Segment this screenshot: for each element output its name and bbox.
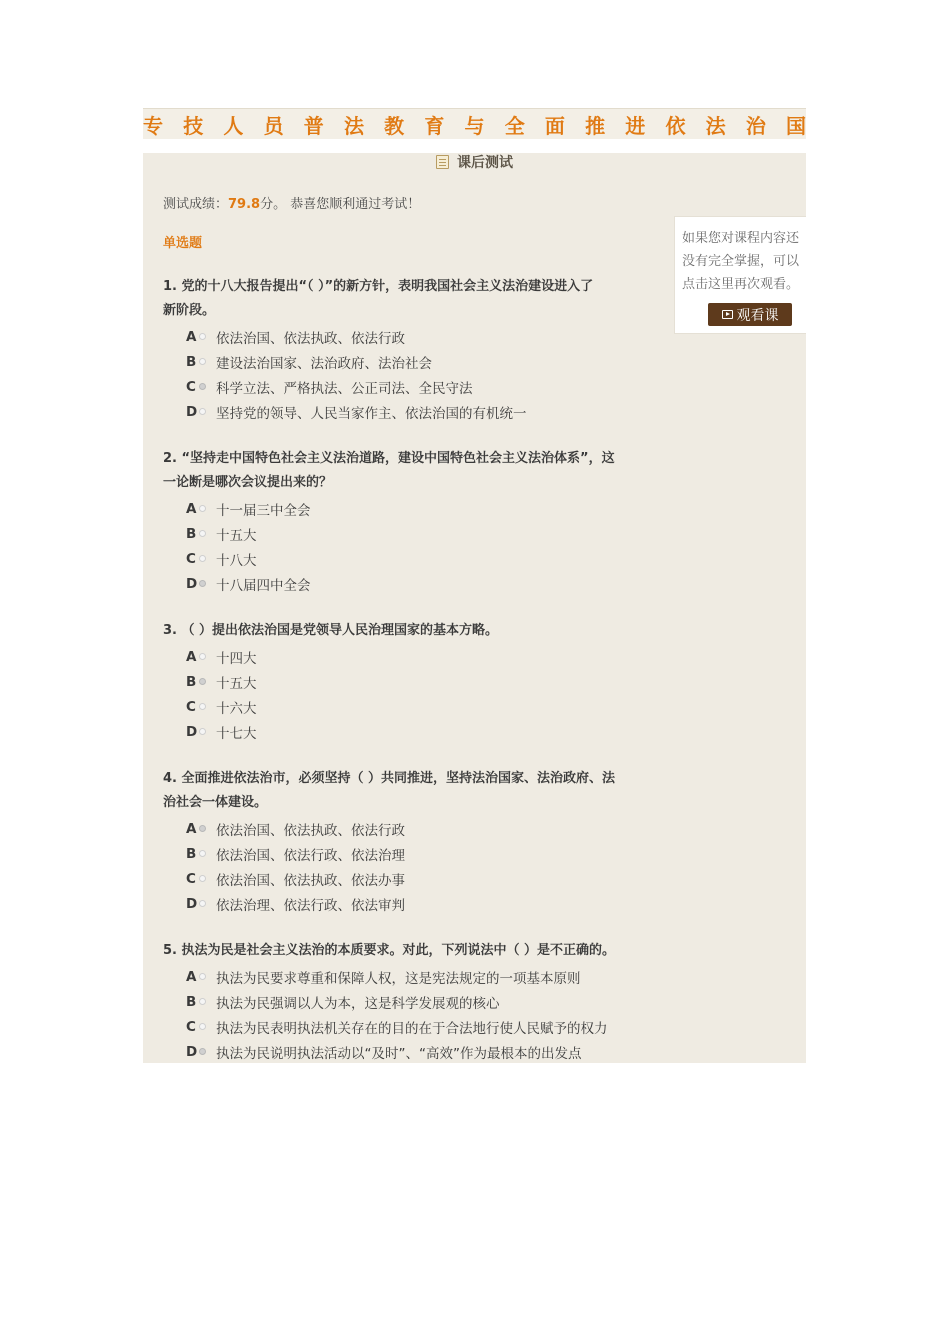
option-letter: B	[186, 993, 197, 1010]
play-icon	[722, 310, 733, 319]
answer-option[interactable]	[186, 644, 257, 669]
rewatch-box	[674, 216, 806, 334]
option-text: 十八届四中全会	[216, 577, 311, 594]
option-text: 执法为民表明执法机关存在的目的在于合法地行使人民赋予的权力	[216, 1020, 608, 1037]
option-letter: C	[186, 1018, 196, 1035]
radio-button[interactable]	[199, 875, 206, 882]
answer-option[interactable]	[186, 571, 311, 596]
course-title-char: 与	[464, 113, 485, 138]
course-title-char: 法	[705, 113, 726, 138]
question-line: 5. 执法为民是社会主义法治的本质要求。对此，下列说法中（ ）是不正确的。	[163, 943, 616, 958]
option-letter: A	[186, 820, 197, 837]
rewatch-text	[682, 227, 806, 296]
option-letter: C	[186, 698, 196, 715]
score-value: 79.8	[228, 197, 261, 212]
option-letter: A	[186, 968, 197, 985]
question-line: 治社会一体建设。	[163, 795, 268, 810]
option-text: 科学立法、严格执法、公正司法、全民守法	[216, 380, 473, 397]
option-text: 建设法治国家、法治政府、法治社会	[216, 355, 432, 372]
radio-button[interactable]	[199, 825, 206, 832]
answer-option[interactable]	[186, 866, 405, 891]
option-text: 依法治国、依法执政、依法办事	[216, 872, 405, 889]
radio-button[interactable]	[199, 358, 206, 365]
radio-button[interactable]	[199, 1023, 206, 1030]
rewatch-text-line: 如果您对课程内容还	[682, 231, 800, 246]
option-letter: D	[186, 575, 198, 592]
course-title-char: 法	[343, 113, 364, 138]
question-text	[163, 447, 668, 495]
option-text: 依法治国、依法执政、依法行政	[216, 822, 405, 839]
course-title-char: 依	[665, 113, 686, 138]
radio-button[interactable]	[199, 333, 206, 340]
score-suffix: 分。 恭喜您顺利通过考试！	[260, 197, 421, 212]
radio-button[interactable]	[199, 728, 206, 735]
panel-header-title: 课后测试	[457, 155, 513, 171]
radio-button[interactable]	[199, 850, 206, 857]
radio-button[interactable]	[199, 678, 206, 685]
option-letter: C	[186, 378, 196, 395]
answer-option[interactable]	[186, 694, 257, 719]
question-line: 2. “坚持走中国特色社会主义法治道路，建设中国特色社会主义法治体系”，这	[163, 451, 615, 466]
answer-option[interactable]	[186, 349, 432, 374]
document-icon	[436, 155, 449, 169]
option-text: 十六大	[216, 700, 257, 717]
course-title-char: 治	[745, 113, 766, 138]
option-text: 十一届三中全会	[216, 502, 311, 519]
question-line: 1. 党的十八大报告提出“（ ）”的新方针，表明我国社会主义法治建设进入了	[163, 279, 594, 294]
option-letter: B	[186, 845, 197, 862]
option-letter: B	[186, 673, 197, 690]
course-title-char: 教	[384, 113, 405, 138]
option-text: 坚持党的领导、人民当家作主、依法治国的有机统一	[216, 405, 527, 422]
answer-option[interactable]	[186, 891, 405, 916]
option-text: 执法为民说明执法活动以“及时”、“高效”作为最根本的出发点	[216, 1045, 582, 1062]
question-line: 3. （ ）提出依法治国是党领导人民治理国家的基本方略。	[163, 623, 499, 638]
course-title-char: 人	[223, 113, 244, 138]
radio-button[interactable]	[199, 653, 206, 660]
answer-option[interactable]	[186, 989, 500, 1014]
section-label: 单选题	[163, 236, 203, 251]
option-text: 十五大	[216, 527, 257, 544]
answer-option[interactable]	[186, 399, 527, 424]
question-line: 一论断是哪次会议提出来的？	[163, 475, 333, 490]
option-letter: D	[186, 895, 198, 912]
course-title-char: 国	[786, 113, 806, 138]
option-text: 依法治国、依法行政、依法治理	[216, 847, 405, 864]
rewatch-text-line: 没有完全掌握，可以	[682, 254, 800, 269]
course-title-char: 专	[143, 113, 163, 138]
option-text: 执法为民要求尊重和保障人权，这是宪法规定的一项基本原则	[216, 970, 581, 987]
course-title-char: 普	[303, 113, 324, 138]
radio-button[interactable]	[199, 555, 206, 562]
question-text	[163, 619, 668, 643]
option-letter: D	[186, 403, 198, 420]
score-line	[163, 193, 420, 212]
option-text: 十八大	[216, 552, 257, 569]
course-title	[143, 108, 806, 139]
answer-option[interactable]	[186, 669, 257, 694]
radio-button[interactable]	[199, 383, 206, 390]
option-text: 十四大	[216, 650, 257, 667]
answer-option[interactable]	[186, 496, 311, 521]
answer-option[interactable]	[186, 841, 405, 866]
watch-course-label: 观看课	[736, 307, 779, 324]
option-letter: B	[186, 525, 197, 542]
radio-button[interactable]	[199, 408, 206, 415]
radio-button[interactable]	[199, 703, 206, 710]
radio-button[interactable]	[199, 580, 206, 587]
answer-option[interactable]	[186, 374, 473, 399]
option-text: 执法为民强调以人为本，这是科学发展观的核心	[216, 995, 500, 1012]
panel-header	[143, 153, 806, 171]
answer-option[interactable]	[186, 546, 257, 571]
option-letter: C	[186, 870, 196, 887]
answer-option[interactable]	[186, 521, 257, 546]
option-letter: A	[186, 500, 197, 517]
radio-button[interactable]	[199, 973, 206, 980]
question-text	[163, 767, 668, 815]
score-prefix: 测试成绩：	[163, 197, 229, 212]
course-title-char: 员	[263, 113, 284, 138]
course-title-char: 全	[504, 113, 525, 138]
option-letter: A	[186, 328, 197, 345]
question-line: 4. 全面推进依法治市，必须坚持（ ）共同推进，坚持法治国家、法治政府、法	[163, 771, 616, 786]
option-letter: D	[186, 723, 198, 740]
option-letter: C	[186, 550, 196, 567]
watch-course-button[interactable]	[708, 303, 792, 326]
course-title-char: 推	[585, 113, 606, 138]
option-text: 依法治国、依法执政、依法行政	[216, 330, 405, 347]
question-text	[163, 275, 668, 323]
rewatch-text-line: 点击这里再次观看。	[682, 277, 800, 292]
answer-option[interactable]	[186, 1014, 608, 1039]
course-title-char: 育	[424, 113, 445, 138]
radio-button[interactable]	[199, 998, 206, 1005]
radio-button[interactable]	[199, 900, 206, 907]
answer-option[interactable]	[186, 1039, 581, 1064]
course-title-char: 面	[544, 113, 565, 138]
answer-option[interactable]	[186, 324, 405, 349]
option-text: 十七大	[216, 725, 257, 742]
radio-button[interactable]	[199, 1048, 206, 1055]
radio-button[interactable]	[199, 505, 206, 512]
option-text: 十五大	[216, 675, 257, 692]
radio-button[interactable]	[199, 530, 206, 537]
option-letter: D	[186, 1043, 198, 1060]
option-letter: A	[186, 648, 197, 665]
option-text: 依法治理、依法行政、依法审判	[216, 897, 405, 914]
course-title-char: 进	[625, 113, 646, 138]
course-title-char: 技	[183, 113, 204, 138]
question-line: 新阶段。	[163, 303, 216, 318]
answer-option[interactable]	[186, 816, 405, 841]
answer-option[interactable]	[186, 964, 581, 989]
question-text	[163, 939, 668, 963]
answer-option[interactable]	[186, 719, 257, 744]
option-letter: B	[186, 353, 197, 370]
